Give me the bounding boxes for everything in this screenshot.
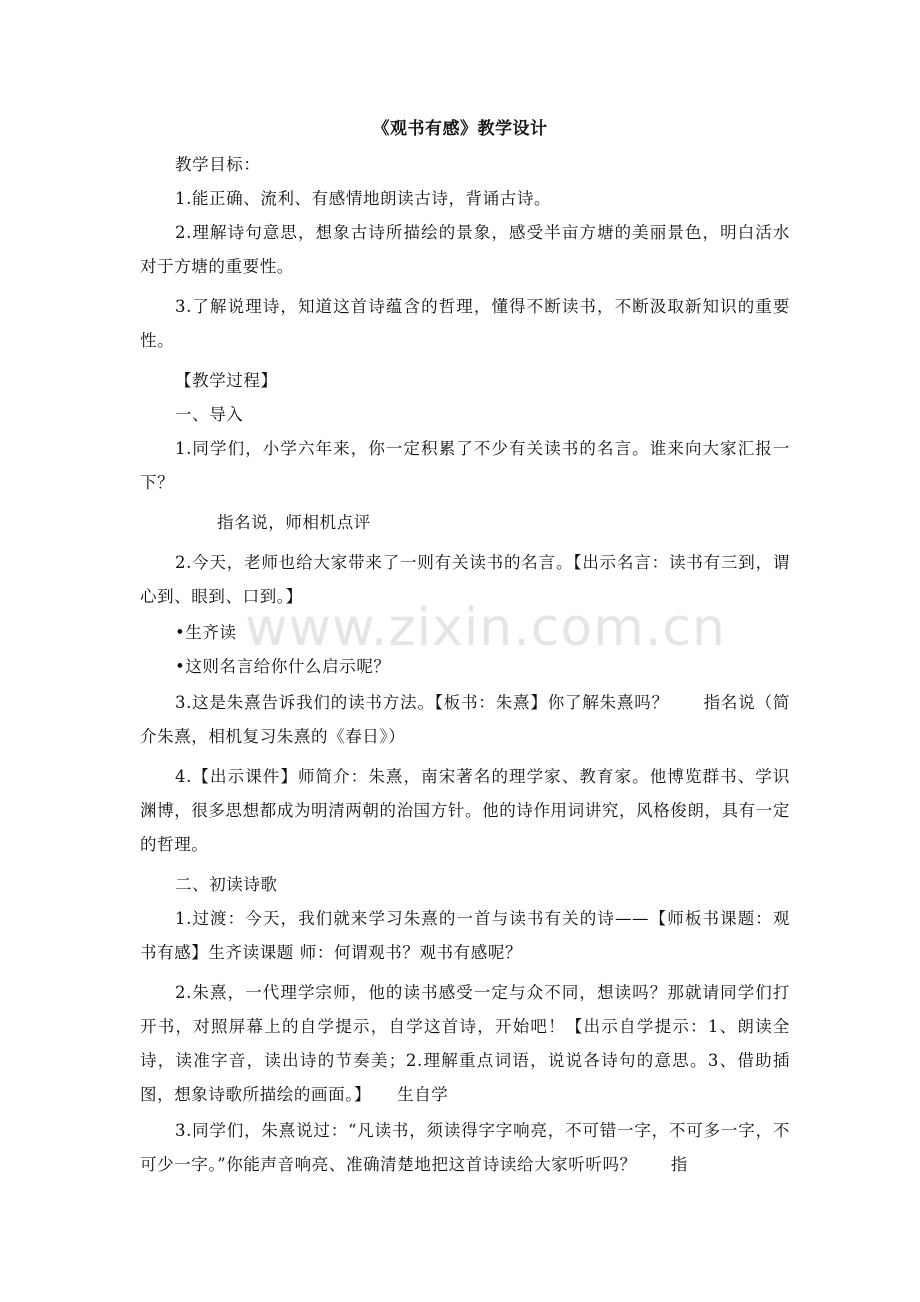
section-intro-heading: 一、导入 (175, 405, 244, 424)
reading-step-1: 1.过渡：今天，我们就来学习朱熹的一首与读书有关的诗——【师板书课题：观书有感】生齐读课题 师：何谓观书？观书有感呢？ (140, 909, 790, 962)
intro-step-1: 1.同学们，小学六年来，你一定积累了不少有关读书的名言。谁来向大家汇报一下？ (140, 439, 790, 492)
section-process-heading: 【教学过程】 (175, 371, 278, 390)
document-title: 《观书有感》教学设计 (372, 119, 548, 139)
section-first-reading-heading: 二、初读诗歌 (175, 875, 278, 894)
section-objectives-heading: 教学目标： (175, 155, 261, 174)
objective-2: 2.理解诗句意思，想象古诗所描绘的景象，感受半亩方塘的美丽景色，明白活水对于方塘的重要性。 (140, 223, 790, 276)
intro-step-2: 2.今天，老师也给大家带来了一则有关读书的名言。【出示名言：读书有三到，谓心到、眼到、口到。】 (140, 553, 790, 606)
intro-bullet-2: •这则名言给你什么启示呢？ (175, 657, 391, 676)
intro-step-4: 4.【出示课件】师简介：朱熹，南宋著名的理学家、教育家。他博览群书、学识渊博，很多思想都成为明清两朝的治国方针。他的诗作用词讲究，风格俊朗，具有一定的哲理。 (140, 767, 790, 854)
watermark-text: www.zixin.com.cn (245, 598, 726, 658)
intro-bullet-1: •生齐读 (175, 623, 237, 642)
objective-1: 1.能正确、流利、有感情地朗读古诗，背诵古诗。 (175, 189, 552, 208)
reading-step-2: 2.朱熹，一代理学宗师，他的读书感受一定与众不同，想读吗？那就请同学们打开书，对照屏幕上的自学提示，自学这首诗，开始吧！【出示自学提示：1、朗读全诗，读准字音，读出诗的节奏美；2.理解重点词语，说说各诗句的意思。3、借助插图，想象诗歌所描绘的画面。】 生自学 (140, 983, 790, 1104)
objective-3: 3.了解说理诗，知道这首诗蕴含的哲理，懂得不断读书，不断汲取新知识的重要性。 (140, 297, 790, 350)
intro-note: 指名说，师相机点评 (217, 513, 371, 532)
intro-step-3: 3.这是朱熹告诉我们的读书方法。【板书：朱熹】你了解朱熹吗？ 指名说（简介朱熹，相机复习朱熹的《春日》） (140, 693, 790, 746)
reading-step-3: 3.同学们，朱熹说过：“凡读书，须读得字字响亮，不可错一字，不可多一字，不可少一字。”你能声音响亮、准确清楚地把这首诗读给大家听听吗？ 指 (140, 1121, 790, 1174)
